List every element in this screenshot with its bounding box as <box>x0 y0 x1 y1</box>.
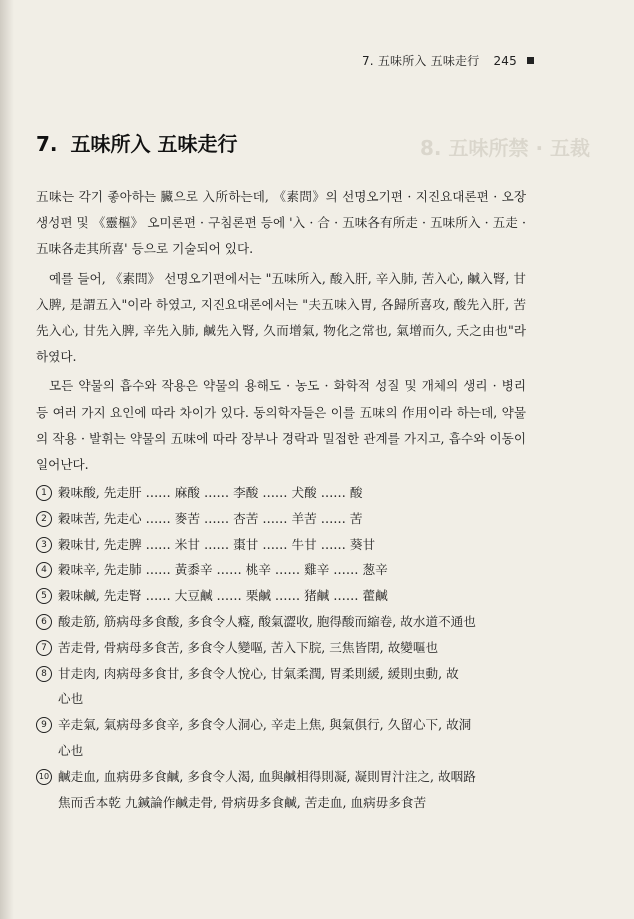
list-item <box>36 480 526 506</box>
list-item-text: 酸走筋, 筋病母多食酸, 多食令人癃, 酸氣澀收, 胞得酸而縮卷, 故水道不通也 <box>58 613 476 629</box>
circled-number: 1 <box>36 485 52 501</box>
list-item-continuation: 心也 <box>58 742 84 758</box>
circled-number: 2 <box>36 511 52 527</box>
running-header <box>362 52 534 69</box>
list-item <box>36 506 526 532</box>
running-title: 7. 五味所入 五味走行 <box>361 54 480 68</box>
paragraph-2: 예를 들어, 《素問》 선명오기편에서는 "五味所入, 酸入肝, 辛入肺, 苦入心, 鹹入腎, 甘入脾, 是謂五入"이라 하였고, 지진요대론에서는 "夫五味入胃, 各歸所喜攻, 酸先入肝, 苦先入心, 甘先入脾, 辛先入肺, 鹹先入腎, 久而增氣, 物化之常也, 氣增而久, 夭之由也"라 하였다. <box>36 270 526 365</box>
circled-number: 4 <box>36 562 52 578</box>
list-item <box>36 557 526 583</box>
paragraph-3: 모든 약물의 흡수와 작용은 약물의 용해도 · 농도 · 화학적 성질 및 개체의 생리 · 병리 등 여러 가지 요인에 따라 차이가 있다. 동의학자들은 이를 五味의 作用이라 하는데, 약물의 작용 · 발휘는 약물의 五味에 따라 장부나 경락과 밀접한 관계를 가지고, 흡수와 이동이 일어난다. <box>36 378 526 473</box>
list-item-continuation: 心也 <box>58 691 84 707</box>
list-item <box>36 764 526 816</box>
circled-number: 3 <box>36 537 52 553</box>
list-item-text: 穀味鹹, 先走腎 …… 大豆鹹 …… 栗鹹 …… 猪鹹 …… 藿鹹 <box>58 588 388 604</box>
list-item-text: 鹹走血, 血病毋多食鹹, 多食令人渴, 血與鹹相得則凝, 凝則胃汁注之, 故咽路 <box>58 768 476 784</box>
body-text <box>36 184 526 481</box>
list-item <box>36 532 526 558</box>
list-item-continuation: 焦而舌本乾 九鍼論作鹹走骨, 骨病毋多食鹹, 苦走血, 血病毋多食苦 <box>58 794 427 810</box>
list-item <box>36 609 526 635</box>
list-item-text: 穀味甘, 先走脾 …… 米甘 …… 棗甘 …… 牛甘 …… 葵甘 <box>58 536 376 552</box>
list-item <box>36 635 526 661</box>
circled-number: 5 <box>36 588 52 604</box>
numbered-list <box>36 480 526 815</box>
circled-number: 10 <box>36 769 52 785</box>
list-item-text: 辛走氣, 氣病母多食辛, 多食令人洞心, 辛走上焦, 與氣俱行, 久留心下, 故洞 <box>58 717 472 733</box>
page-binding-shadow <box>0 0 14 919</box>
circled-number: 9 <box>36 717 52 733</box>
list-item-text: 苦走骨, 骨病母多食苦, 多食令人變嘔, 苦入下脘, 三焦皆閉, 故變嘔也 <box>58 639 439 655</box>
list-item-text: 甘走肉, 肉病母多食甘, 多食令人悅心, 甘氣柔潤, 胃柔則緩, 緩則虫動, 故 <box>58 665 459 681</box>
page-number: 245 <box>493 54 517 68</box>
list-item-text: 穀味苦, 先走心 …… 麥苦 …… 杏苦 …… 羊苦 …… 苦 <box>58 510 363 526</box>
circled-number: 7 <box>36 640 52 656</box>
section-number: 7. <box>36 132 58 156</box>
circled-number: 6 <box>36 614 52 630</box>
list-item <box>36 661 526 713</box>
paragraph-1: 五味는 각기 좋아하는 臟으로 入所하는데, 《素問》의 선명오기편 · 지진요대론편 · 오장생성편 및 《靈樞》 오미론편 · 구침론편 등에 '入 · 合 · 五味各有所走 · 五味所入 · 五走 · 五味各走其所喜' 등으로 기술되어 있다. <box>36 189 526 257</box>
section-title: 五味所入 五味走行 <box>70 132 238 156</box>
list-item <box>36 583 526 609</box>
list-item-text: 穀味酸, 先走肝 …… 麻酸 …… 李酸 …… 犬酸 …… 酸 <box>58 485 363 500</box>
bleed-through-heading: 8. 五味所禁 · 五裁 <box>420 136 590 160</box>
section-heading <box>36 128 237 157</box>
list-item-text: 穀味辛, 先走肺 …… 黃黍辛 …… 桃辛 …… 雞辛 …… 葱辛 <box>58 562 388 578</box>
square-marker-icon <box>527 57 534 64</box>
list-item <box>36 712 526 764</box>
circled-number: 8 <box>36 666 52 682</box>
